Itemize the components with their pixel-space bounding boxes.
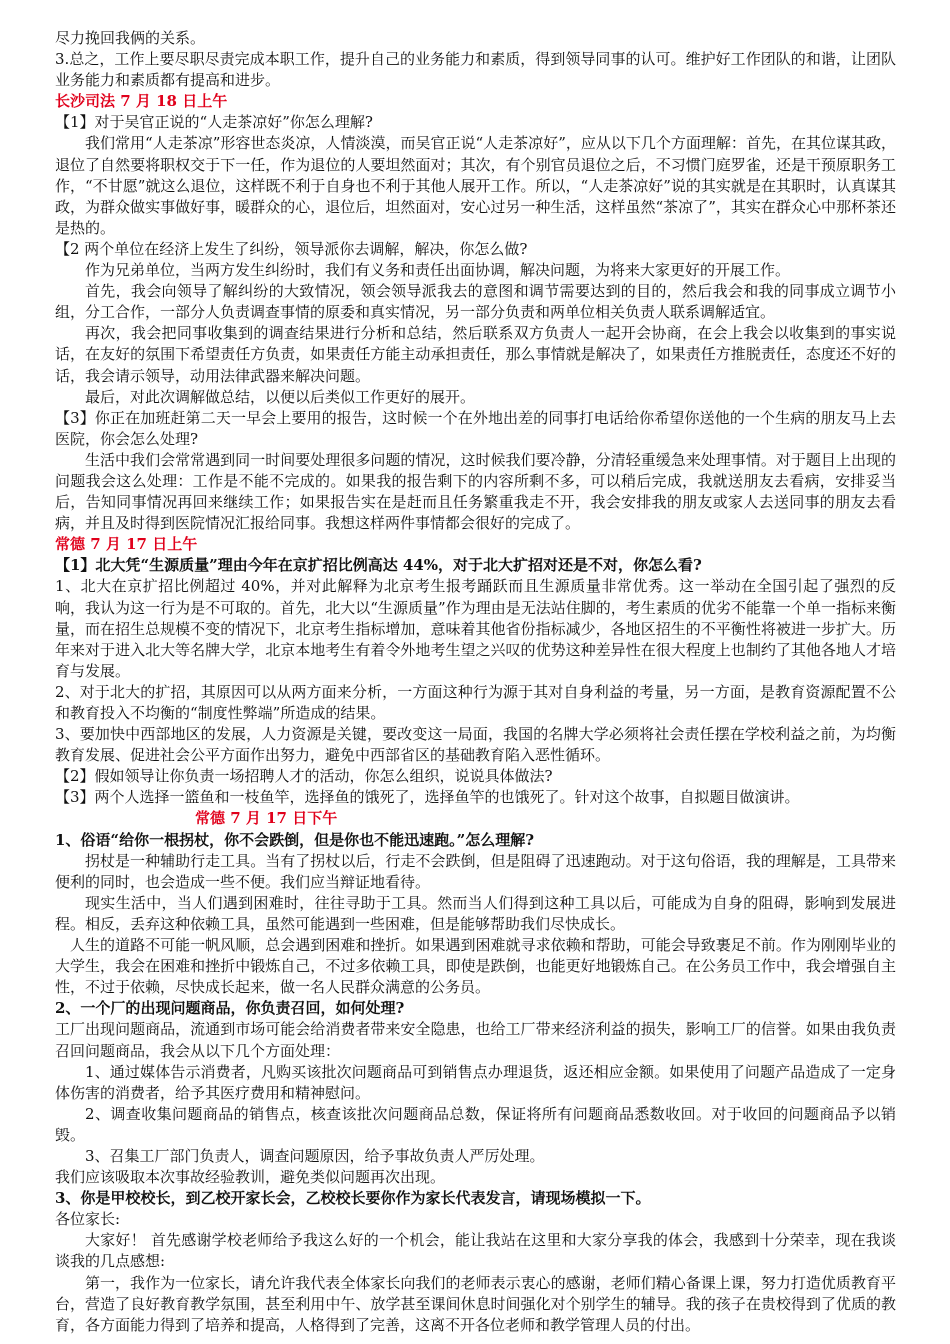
paragraph: 我们常用“人走茶凉”形容世态炎凉，人情淡漠，而吴官正说“人走茶凉好”，应从以下几个方面理解：首先，在其位谋其政，退位了自然要将职权交于下一任，作为退位的人要坦然面对；其次，有个别官员退位之后，不习惯门庭罗雀，还是干预原职务工作，“不甘愿”就这么退位，这样既不利于自身也不利于其他人展开工作。所以，“人走茶凉好”说的其实就是在其职时，认真谋其政，为群众做实事做好事，暖群众的心，退位后，坦然面对，安心过另一种生活，这样虽然“茶凉了”，其实在群众心中那杯茶还是热的。 bbox=[55, 134, 896, 237]
section-heading: 常德 7 月 17 日下午 bbox=[195, 809, 338, 828]
paragraph: 1、北大在京扩招比例超过 40%，并对此解释为北京考生报考踊跃而且生源质量非常优秀。这一举动在全国引起了强烈的反响，我认为这一行为是不可取的。首先，北大以“生源质量”作为理由是无法站住脚的，考生素质的优劣不能靠一个单一指标来衡量，而在招生总规模不变的情况下，北京考生指标增加，意味着其他省份指标减少，各地区招生的不平衡性将被进一步扩大。历年来对于进入北大等名牌大学，北京本地考生有着令外地考生望之兴叹的优势这种差异性在很大程度上也制约了其他各地人才培育与发展。 bbox=[55, 577, 896, 680]
paragraph: 各位家长: bbox=[55, 1210, 121, 1229]
paragraph: 第一，我作为一位家长，请允许我代表全体家长向我们的老师表示衷心的感谢，老师们精心备课上课，努力打造优质教育平台，营造了良好教育教学氛围，甚至利用中午、放学甚至课间休息时间强化对个别学生的辅导。我的孩子在贵校得到了优质的教育，各方面能力得到了培养和提高，人格得到了完善，这离不开各位老师和教学管理人员的付出。 bbox=[55, 1273, 896, 1334]
paragraph: 人生的道路不可能一帆风顺，总会遇到困难和挫折。如果遇到困难就寻求依赖和帮助，可能会导致裹足不前。作为刚刚毕业的大学生，我会在困难和挫折中锻炼自己，不过多依赖工具，即使是跌倒，也能更好地锻炼自己。在公务员工作中，我会增强自主性，不过于依赖，尽快成长起来，做一名人民群众满意的公务员。 bbox=[55, 936, 896, 997]
paragraph: 3、召集工厂部门负责人，调查问题原因，给予事故负责人严厉处理。 bbox=[85, 1146, 545, 1165]
question: 2、一个厂的出现问题商品，你负责召回，如何处理? bbox=[55, 999, 405, 1018]
paragraph: 3.总之，工作上要尽职尽责完成本职工作，提升自己的业务能力和素质，得到领导同事的认可。维护好工作团队的和谐，让团队业务能力和素质都有提高和进步。 bbox=[55, 50, 896, 90]
question: 【1】对于吴官正说的“人走茶凉好”你怎么理解? bbox=[55, 113, 373, 132]
question: 【2 两个单位在经济上发生了纠纷，领导派你去调解，解决，你怎么做? bbox=[55, 239, 528, 258]
paragraph: 最后，对此次调解做总结，以便以后类似工作更好的展开。 bbox=[85, 387, 476, 406]
paragraph: 首先，我会向领导了解纠纷的大致情况，领会领导派我去的意图和调节需要达到的目的，然后我会和我的同事成立调节小组，分工合作，一部分人负责调查事情的原委和真实情况，另一部分负责和两单位相关负责人联系调解适宜。 bbox=[55, 282, 896, 322]
question: 【3】两个人选择一篮鱼和一枝鱼竿，选择鱼的饿死了，选择鱼竿的也饿死了。针对这个故事，自拟题目做演讲。 bbox=[55, 788, 800, 807]
paragraph: 作为兄弟单位，当两方发生纠纷时，我们有义务和责任出面协调，解决问题，为将来大家更好的开展工作。 bbox=[85, 261, 791, 280]
paragraph: 2、对于北大的扩招，其原因可以从两方面来分析，一方面这种行为源于其对自身利益的考量，另一方面，是教育资源配置不公和教育投入不均衡的“制度性弊端”所造成的结果。 bbox=[55, 682, 896, 722]
paragraph: 大家好！ 首先感谢学校老师给予我这么好的一个机会，能让我站在这里和大家分享我的体会，我感到十分荣幸，现在我谈谈我的几点感想: bbox=[55, 1231, 896, 1271]
question: 3、你是甲校校长，到乙校开家长会，乙校校长要你作为家长代表发言，请现场模拟一下。 bbox=[55, 1189, 651, 1208]
section-heading: 常德 7 月 17 日上午 bbox=[55, 535, 198, 554]
paragraph: 拐杖是一种辅助行走工具。当有了拐杖以后，行走不会跌倒，但是阻碍了迅速跑动。对于这句俗语，我的理解是，工具带来便利的同时，也会造成一些不便。我们应当辩证地看待。 bbox=[55, 851, 896, 891]
paragraph: 再次，我会把同事收集到的调查结果进行分析和总结，然后联系双方负责人一起开会协商，在会上我会以收集到的事实说话，在友好的氛围下希望责任方负责，如果责任方能主动承担责任，那么事情就是解决了，如果责任方推脱责任，态度还不好的话，我会请示领导，动用法律武器来解决问题。 bbox=[55, 324, 896, 385]
section-heading: 长沙司法 7 月 18 日上午 bbox=[55, 92, 228, 111]
paragraph: 工厂出现问题商品，流通到市场可能会给消费者带来安全隐患，也给工厂带来经济利益的损失，影响工厂的信誉。如果由我负责召回问题商品，我会从以下几个方面处理： bbox=[55, 1020, 896, 1060]
paragraph: 2、调查收集问题商品的销售点，核查该批次问题商品总数，保证将所有问题商品悉数收回。对于收回的问题商品予以销毁。 bbox=[55, 1104, 896, 1144]
paragraph: 生活中我们会常常遇到同一时间要处理很多问题的情况，这时候我们要冷静，分清轻重缓急来处理事情。对于题目上出现的问题我会这么处理：工作是不能不完成的。如果我的报告剩下的内容所剩不多，可以稍后完成，我就送朋友去看病，安排妥当后，告知同事情况再回来继续工作；如果报告实在是赶而且任务繁重我走不开，我会安排我的朋友或家人去送同事的朋友去看病，并且及时得到医院情况汇报给同事。我想这样两件事情都会很好的完成了。 bbox=[55, 450, 896, 533]
question: 【3】你正在加班赶第二天一早会上要用的报告，这时候一个在外地出差的同事打电话给你希望你送他的一个生病的朋友马上去医院，你会怎么处理? bbox=[55, 408, 896, 448]
paragraph: 我们应该吸取本次事故经验教训，避免类似问题再次出现。 bbox=[55, 1168, 446, 1187]
paragraph: 3、要加快中西部地区的发展，人力资源是关键，要改变这一局面，我国的名牌大学必须将社会责任摆在学校利益之前，为均衡教育发展、促进社会公平方面作出努力，避免中西部省区的基础教育陷入恶性循环。 bbox=[55, 725, 896, 765]
question: 1、俗语“给你一根拐杖，你不会跌倒，但是你也不能迅速跑。”怎么理解? bbox=[55, 830, 534, 849]
question: 【2】假如领导让你负责一场招聘人才的活动，你怎么组织，说说具体做法? bbox=[55, 767, 553, 786]
paragraph: 尽力挽回我俩的关系。 bbox=[55, 29, 206, 47]
paragraph: 现实生活中，当人们遇到困难时，往往寻助于工具。然而当人们得到这种工具以后，可能成为自身的阻碍，影响到发展进程。相反，丢弃这种依赖工具，虽然可能遇到一些困难，但是能够帮助我们尽快成长。 bbox=[55, 893, 896, 933]
question: 【1】北大凭“生源质量”理由今年在京扩招比例高达 44%，对于北大扩招对还是不对，你怎么看? bbox=[55, 556, 702, 575]
paragraph: 1、通过媒体告示消费者，凡购买该批次问题商品可到销售点办理退货，返还相应金额。如果使用了问题产品造成了一定身体伤害的消费者，给予其医疗费用和精神慰问。 bbox=[55, 1062, 896, 1102]
